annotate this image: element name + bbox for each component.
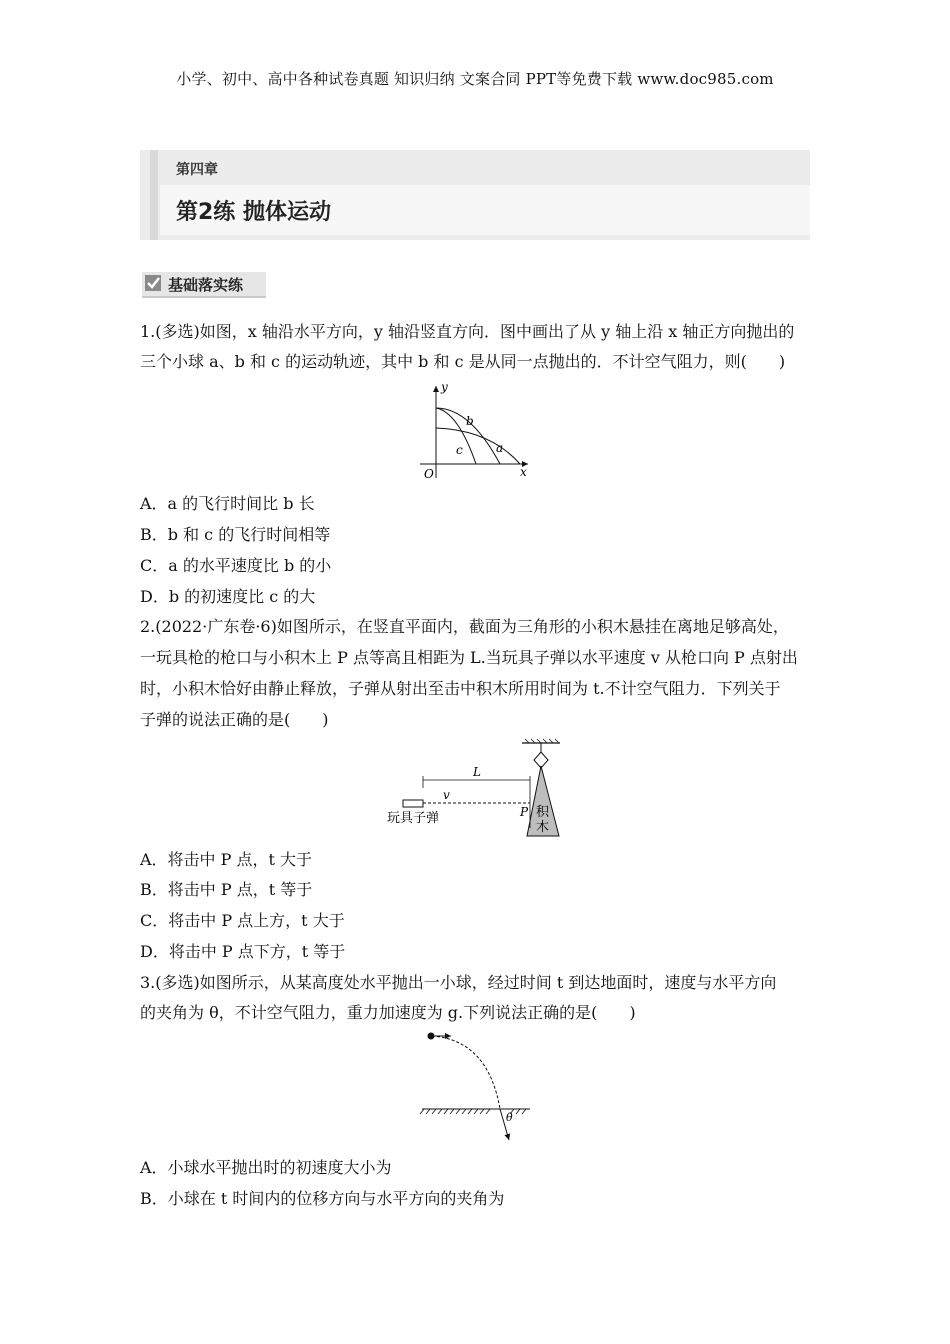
section-tag xyxy=(142,272,266,298)
bullet-icon xyxy=(403,800,423,807)
fig-label-c: c xyxy=(456,443,463,457)
q1-option-c: C．a 的水平速度比 b 的小 xyxy=(140,556,332,575)
section-title: 基础落实练 xyxy=(168,276,244,294)
q3-option-a: A．小球水平抛出时的初速度大小为 xyxy=(140,1158,392,1177)
banner-accent-bar xyxy=(150,150,158,240)
q2-stem-line-1: 2.(2022·广东卷·6)如图所示，在竖直平面内，截面为三角形的小积木悬挂在离地足够高处， xyxy=(140,617,789,636)
q1-stem-line-1: 1.(多选)如图，x 轴沿水平方向，y 轴沿竖直方向．图中画出了从 y 轴上沿 x 轴正方向抛出的 xyxy=(140,322,795,341)
fig-bullet-label: 玩具子弹 xyxy=(387,811,440,826)
checkbox-check-icon xyxy=(145,275,161,291)
q3-stem-line-2: 的夹角为 θ，不计空气阻力，重力加速度为 g.下列说法正确的是( ) xyxy=(140,1003,636,1022)
fig-block-label-1: 积 xyxy=(536,805,550,820)
fig-label-origin: O xyxy=(424,467,434,481)
clamp xyxy=(534,752,548,768)
q2-stem-line-4: 子弹的说法正确的是( ) xyxy=(140,710,329,729)
q2-stem-line-3: 时，小积木恰好由静止释放，子弹从射出至击中积木所用时间为 t.不计空气阻力．下列关于 xyxy=(140,679,781,698)
fig-label-x: x xyxy=(520,465,527,479)
fig-label-theta: θ xyxy=(506,1111,513,1124)
fig-label-a: a xyxy=(496,441,504,455)
q1-option-a: A．a 的飞行时间比 b 长 xyxy=(140,494,315,513)
q3-option-b: B．小球在 t 时间内的位移方向与水平方向的夹角为 xyxy=(140,1189,505,1208)
fig-label-b: b xyxy=(466,414,474,428)
fig-block-label-2: 木 xyxy=(536,820,550,835)
fig-label-L: L xyxy=(473,765,481,779)
trajectory-dashed xyxy=(432,1036,500,1109)
q1-trajectory-figure xyxy=(410,378,540,483)
trajectory-a xyxy=(436,428,520,464)
fig-label-v: v xyxy=(443,788,450,802)
q2-option-d: D．将击中 P 点下方，t 等于 xyxy=(140,942,346,961)
q2-option-a: A．将击中 P 点，t 大于 xyxy=(140,850,313,869)
q2-stem-line-2: 一玩具枪的枪口与小积木上 P 点等高且相距为 L.当玩具子弹以水平速度 v 从枪口向 P 点射出 xyxy=(140,648,798,667)
q1-stem-line-2: 三个小球 a、b 和 c 的运动轨迹，其中 b 和 c 是从同一点抛出的．不计空气阻力，则( ) xyxy=(140,352,786,371)
q2-toy-gun-figure xyxy=(385,738,570,843)
q3-stem-line-1: 3.(多选)如图所示，从某高度处水平抛出一小球，经过时间 t 到达地面时，速度与水平方向 xyxy=(140,973,777,992)
q1-option-b: B．b 和 c 的飞行时间相等 xyxy=(140,525,331,544)
chapter-title: 第2练 抛体运动 xyxy=(176,200,331,225)
chapter-label: 第四章 xyxy=(176,162,218,178)
fig-label-y: y xyxy=(441,380,448,394)
q1-option-d: D．b 的初速度比 c 的大 xyxy=(140,587,316,606)
q2-option-c: C．将击中 P 点上方，t 大于 xyxy=(140,911,345,930)
page-header: 小学、初中、高中各种试卷真题 知识归纳 文案合同 PPT等免费下载 www.doc985.com xyxy=(176,70,774,88)
fig-label-P: P xyxy=(520,805,529,819)
q2-option-b: B．将击中 P 点，t 等于 xyxy=(140,880,313,899)
q3-projectile-figure xyxy=(418,1028,533,1148)
chapter-banner xyxy=(140,150,810,240)
